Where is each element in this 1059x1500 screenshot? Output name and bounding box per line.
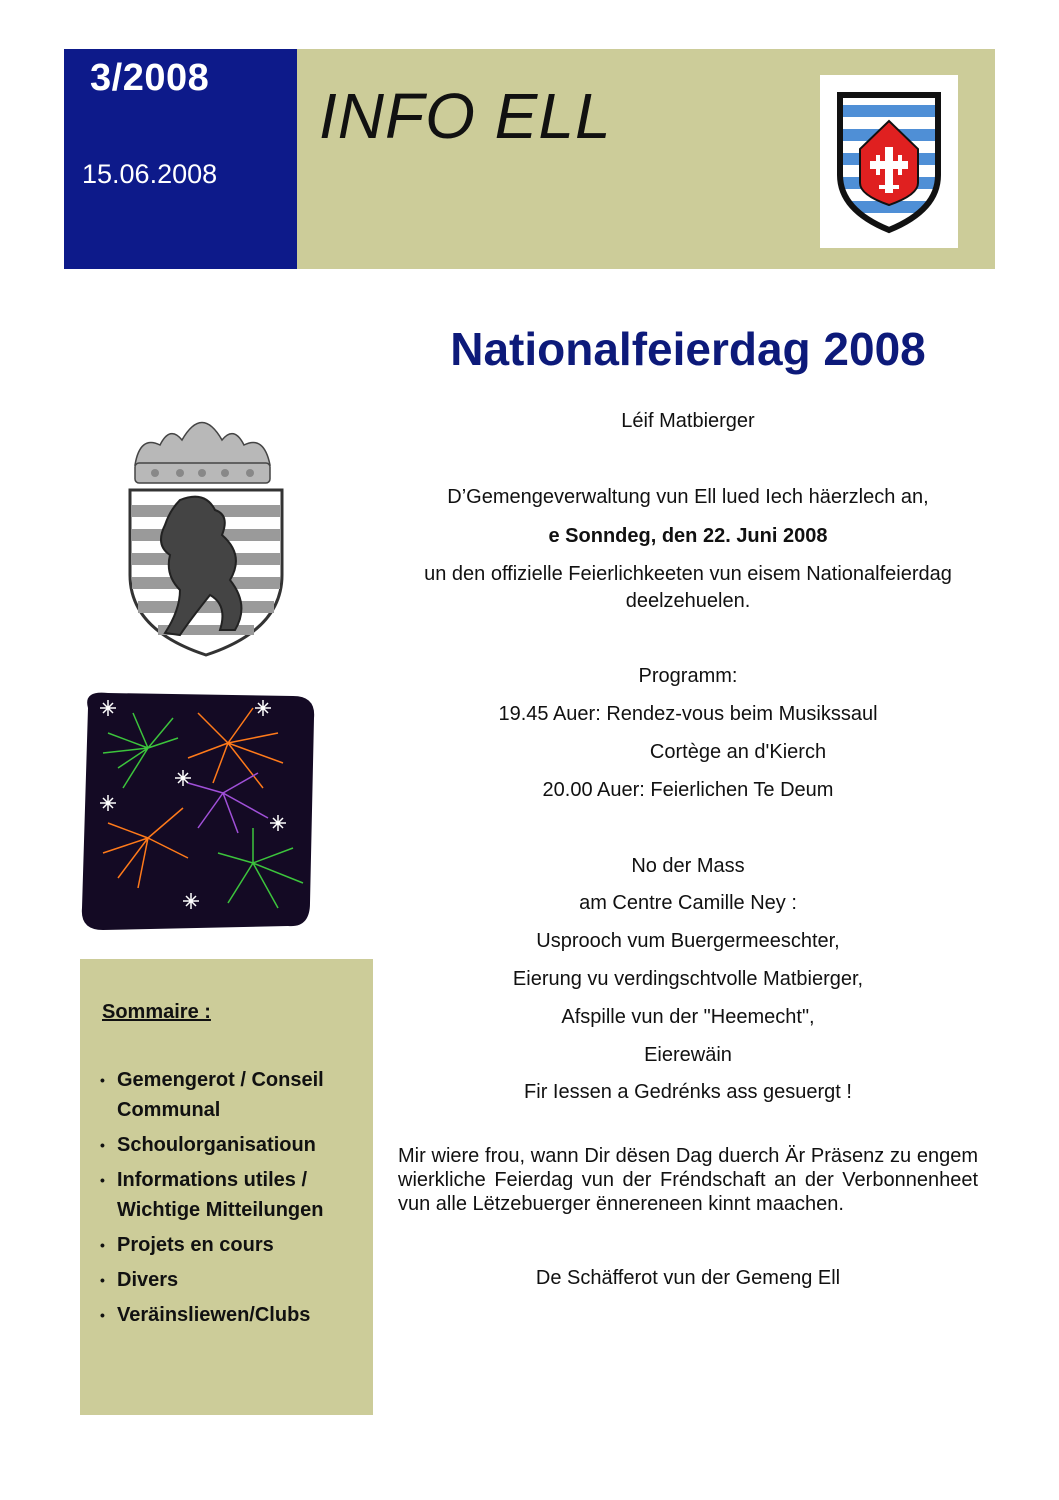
toc-item-label: Communal (117, 1099, 221, 1121)
toc-item-label: Veräinsliewen/Clubs (117, 1304, 311, 1326)
after-mass-item: Eierewäin (644, 1044, 732, 1066)
after-mass-item: Eierung vu verdingschtvolle Matbierger, (512, 968, 864, 990)
after-mass-heading: No der Mass (631, 855, 745, 877)
after-mass-item: am Centre Camille Ney : (579, 892, 797, 914)
invitation-line-3: deelzehuelen. (625, 590, 751, 612)
toc-item[interactable] (100, 1065, 365, 1125)
program-item: 20.00 Auer: Feierlichen Te Deum (542, 779, 834, 801)
closing-paragraph: Mir wiere frou, wann Dir dësen Dag duerch Är Präsenz zu engem wierkliche Feierdag vun der Fréndschaft an der Verbonnenheet vun alle Lëtzebuerger ënnereneen kinnt maachen. (398, 1145, 978, 1215)
article-title: Nationalfeierdag 2008 (450, 323, 926, 375)
toc-item[interactable] (100, 1165, 365, 1225)
toc-item[interactable] (100, 1130, 365, 1160)
toc-item-label: Schoulorganisatioun (117, 1134, 316, 1156)
toc-item-label: Wichtige Mitteilungen (117, 1199, 324, 1221)
national-crest-image (110, 405, 295, 665)
toc-item-label: Projets en cours (117, 1234, 274, 1256)
program-heading: Programm: (638, 665, 738, 687)
header-issue-block (64, 49, 297, 269)
masthead-title: INFO ELL (319, 80, 612, 152)
fireworks-image (78, 688, 318, 938)
after-mass-item: Fir Iessen a Gedrénks ass gesuergt ! (524, 1081, 852, 1103)
municipal-coat-of-arms (820, 75, 958, 248)
toc-item-label: Gemengerot / Conseil (117, 1069, 324, 1091)
toc-item[interactable] (100, 1230, 365, 1260)
toc-list (100, 1065, 365, 1335)
program-item: Cortège an d'Kierch (649, 741, 827, 763)
after-mass-item: Afspille vun der "Heemecht", (561, 1006, 815, 1028)
greeting: Léif Matbierger (621, 410, 755, 432)
toc-item-label: Informations utiles / (117, 1169, 308, 1191)
toc-title: Sommaire : (102, 1001, 211, 1023)
event-date: e Sonndeg, den 22. Juni 2008 (548, 525, 828, 547)
toc-item[interactable] (100, 1265, 365, 1295)
signature: De Schäfferot vun der Gemeng Ell (535, 1267, 841, 1289)
issue-number: 3/2008 (90, 57, 210, 99)
table-of-contents-panel (80, 959, 373, 1415)
invitation-line-2: un den offizielle Feierlichkeeten vun eisem Nationalfeierdag (424, 563, 952, 585)
invitation-line: D’Gemengeverwaltung vun Ell lued Iech häerzlech an, (447, 486, 929, 508)
program-item: 19.45 Auer: Rendez-vous beim Musikssaul (498, 703, 878, 725)
issue-date: 15.06.2008 (82, 159, 218, 189)
header-masthead-block (297, 49, 995, 269)
toc-item-label: Divers (117, 1269, 179, 1291)
toc-item[interactable] (100, 1300, 365, 1330)
after-mass-item: Usprooch vum Buergermeeschter, (536, 930, 840, 952)
